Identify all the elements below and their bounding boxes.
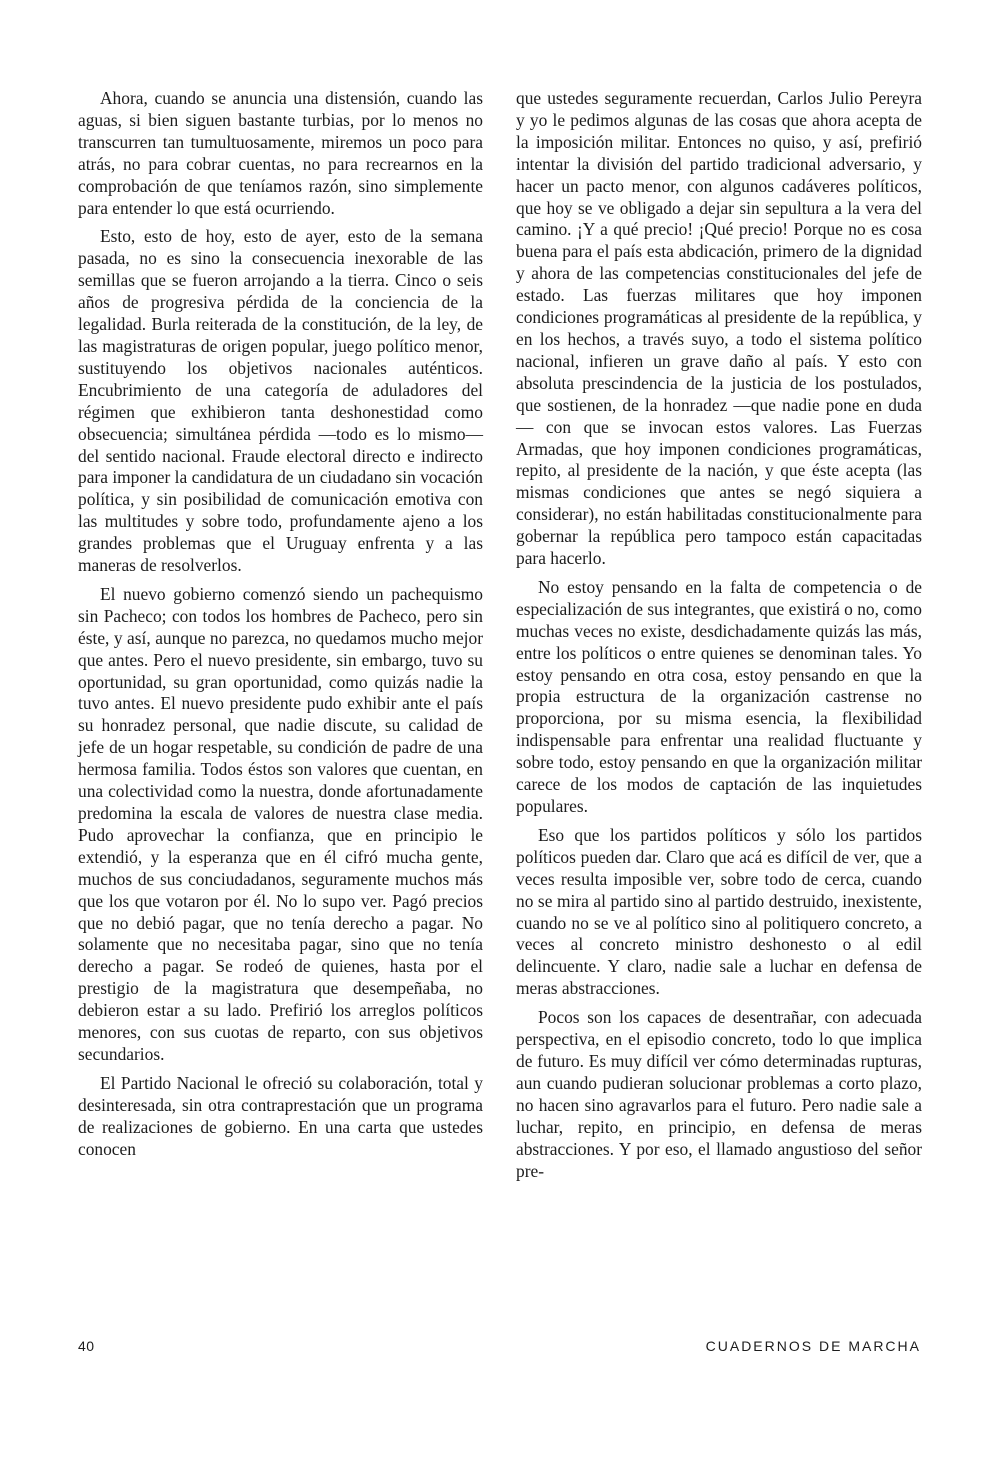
paragraph: Eso que los partidos políticos y sólo los partidos políticos pueden dar. Claro que acá es difícil de ver, que a veces resulta imposible ver, sobre todo de cerca, cuando no se mira al partido sino al partido destruido, inexistente, cuando no se ve al político sino al politiquero concreto, a veces al concreto ministro deshonesto o al edil delincuente. Y claro, nadie sale a luchar en defensa de meras abstracciones. xyxy=(516,824,922,999)
paragraph: No estoy pensando en la falta de competencia o de especialización de sus integrantes, que existirá o no, como muchas veces no existe, desdichadamente quizás las más, entre los políticos o entre quienes se denominan tales. Yo estoy pensando en otra cosa, estoy pensando en que la propia estructura de la organización castrense no proporciona, por su misma esencia, la flexibilidad indispensable para enfrentar una realidad fluctuante y sobre todo, estoy pensando en que la organización militar carece de los modos de captación de las inquietudes populares. xyxy=(516,576,922,816)
left-column xyxy=(78,88,483,1168)
paragraph: que ustedes seguramente recuerdan, Carlos Julio Pereyra y yo le pedimos algunas de las cosas que ahora acepta de la imposición militar. Entonces no quiso, y así, prefirió intentar la división del partido tradicional adversario, y hacer un pacto menor, con algunos cadáveres políticos, que hoy se ve obligado a dejar sin sepultura a la vera del camino. ¡Y a qué precio! ¡Qué precio! Porque no es cosa buena para el país esta abdicación, primero de la dignidad y ahora de las competencias constitucionales del jefe de estado. Las fuerzas militares que hoy imponen condiciones programáticas al presidente de la república, y en los hechos, a través suyo, a todo el sistema político nacional, infieren un grave daño al país. Y esto con absoluta prescindencia de la justicia de los postulados, que sostienen, de la honradez —que nadie pone en duda— con que se invocan estos valores. Las Fuerzas Armadas, que hoy imponen condiciones programáticas, repito, al presidente de la nación, y que éste acepta (las mismas condiciones que antes se negó siquiera a considerar), no están habilitadas constitucionalmente para gobernar la república pero tampoco están capacitadas para hacerlo. xyxy=(516,88,922,569)
paragraph: Esto, esto de hoy, esto de ayer, esto de la semana pasada, no es sino la consecuencia inexorable de las semillas que se fueron arrojando a la tierra. Cinco o seis años de progresiva pérdida de la conciencia de la legalidad. Burla reiterada de la constitución, de la ley, de las magistraturas de origen popular, juego político menor, sustituyendo los objetivos nacionales auténticos. Encubrimiento de una categoría de aduladores del régimen que exhibieron tanta deshonestidad como obsecuencia; simultánea pérdida —todo es lo mismo— del sentido nacional. Fraude electoral directo e indirecto para imponer la candidatura de un ciudadano sin vocación política, y sin posibilidad de comunicación emotiva con las multitudes y sobre todo, profundamente ajeno a los grandes problemas que el Uruguay enfrenta y a las maneras de resolverlos. xyxy=(78,226,483,576)
paragraph: Pocos son los capaces de desentrañar, con adecuada perspectiva, en el episodio concreto, todo lo que implica de futuro. Es muy difícil ver cómo determinadas rupturas, aun cuando pudieran solucionar problemas a corto plazo, no hacen sino agravarlos para el futuro. Pero nadie sale a luchar, repito, en principio, en defensa de meras abstracciones. Y por eso, el llamado angustioso del señor pre- xyxy=(516,1007,922,1181)
paragraph: El nuevo gobierno comenzó siendo un pachequismo sin Pacheco; con todos los hombres de Pacheco, pero sin éste, y así, aunque no parezca, no quedamos mucho mejor que antes. Pero el nuevo presidente, sin embargo, tuvo su oportunidad, su gran oportunidad, como quizás nadie la tuvo antes. El nuevo presidente pudo exhibir ante el país su honradez personal, que nadie discute, su calidad de jefe de un hogar respetable, su condición de padre de una hermosa familia. Todos éstos son valores que cuentan, en una colectividad como la nuestra, donde afortunadamente predomina la escala de valores de nuestra clase media. Pudo aprovechar la confianza, que en principio le extendió, y la esperanza que en él cifró mucha gente, muchos de sus conciudadanos, seguramente muchos más que los que votaron por él. No lo supo ver. Pagó precios que no debió pagar, que no tenía derecho a pagar. No solamente que no necesitaba pagar, sino que no tenía derecho a pagar. Se rodeó de quienes, hasta por el prestigio de la magistratura que desempeñaba, no debieron estar a su lado. Prefirió los arreglos políticos menores, con sus cuotas de reparto, con sus objetivos secundarios. xyxy=(78,583,483,1064)
publication-title: CUADERNOS DE MARCHA xyxy=(705,1338,921,1354)
paragraph: El Partido Nacional le ofreció su colaboración, total y desinteresada, sin otra contraprestación que un programa de realizaciones de gobierno. En una carta que ustedes conocen xyxy=(78,1072,483,1159)
right-column xyxy=(516,88,922,1189)
page-number: 40 xyxy=(78,1338,95,1354)
paragraph: Ahora, cuando se anuncia una distensión, cuando las aguas, si bien siguen bastante turbias, por lo menos no transcurren tan tumultuosamente, miremos un poco para atrás, no para cobrar cuentas, no para recrearnos en la comprobación de que teníamos razón, sino simplemente para entender lo que está ocurriendo. xyxy=(78,88,483,218)
